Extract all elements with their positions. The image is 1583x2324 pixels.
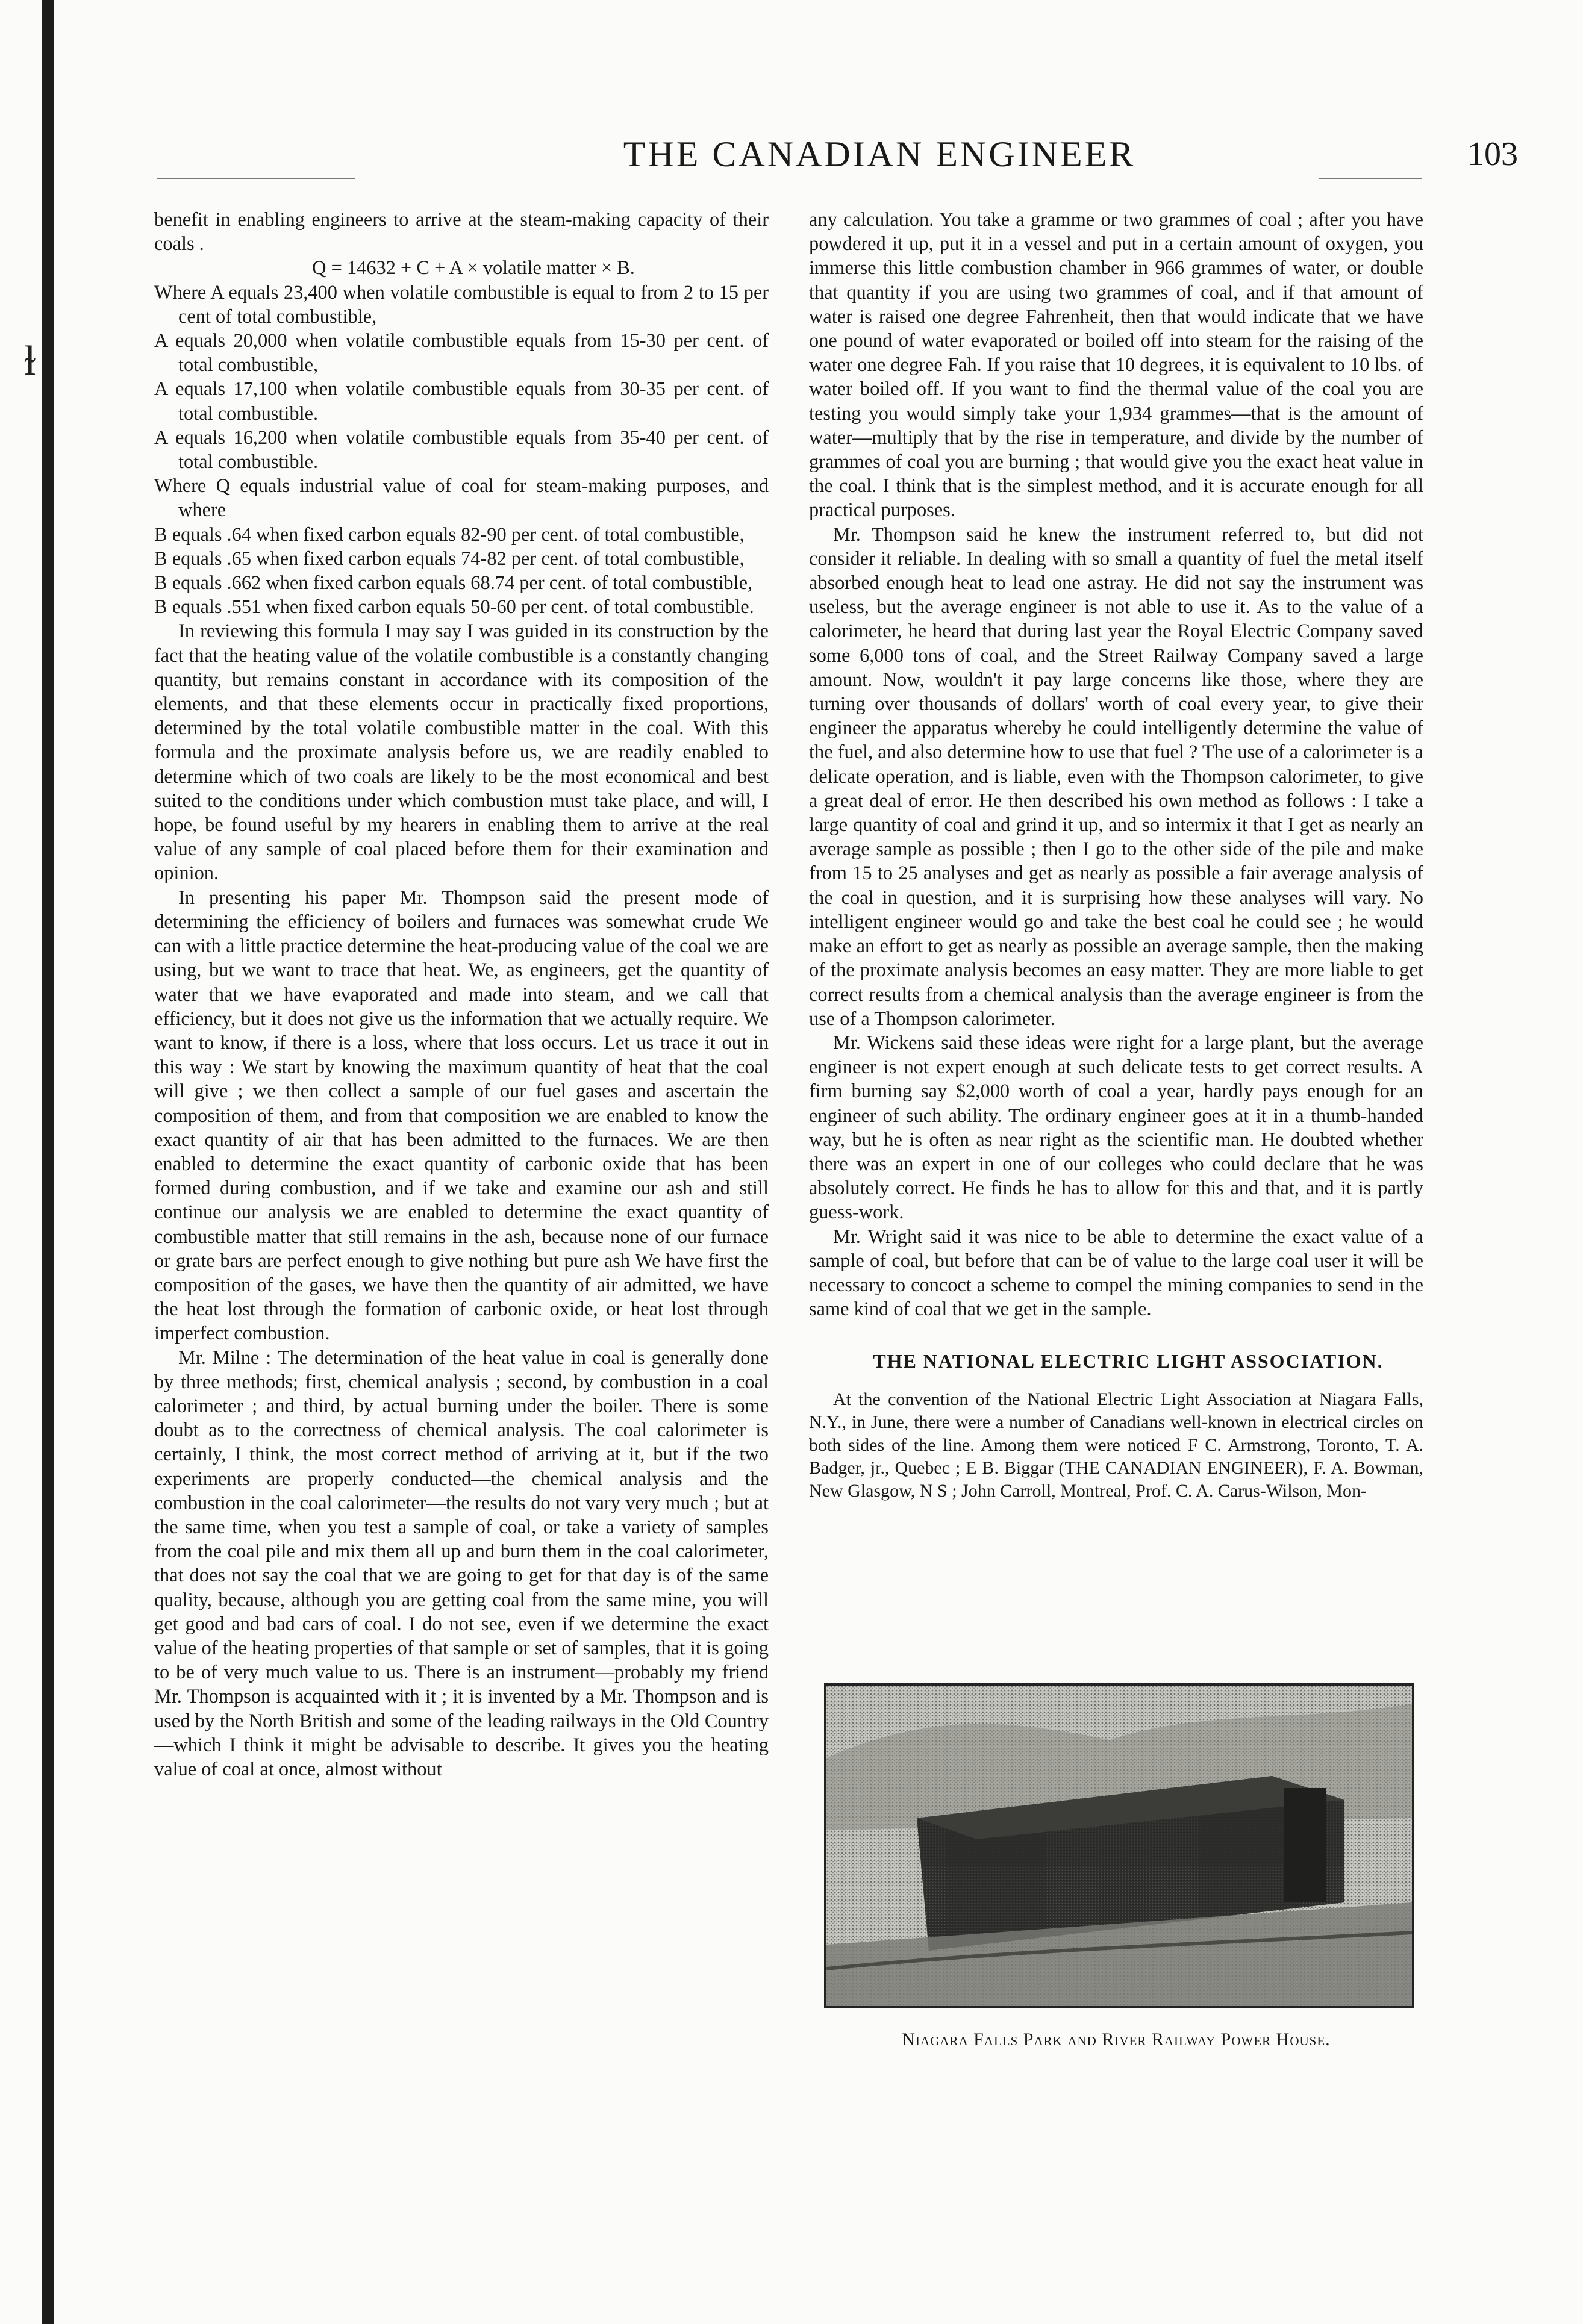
formula-definition: A equals 17,100 when volatile combustible equals from 30-35 per cent. of total combustible. — [154, 378, 769, 425]
journal-title: THE CANADIAN ENGINEER — [623, 134, 1136, 174]
left-column — [154, 208, 769, 1781]
formula-definition: Where Q equals industrial value of coal for steam-making purposes, and where — [154, 475, 769, 522]
formula-definition: B equals .64 when fixed carbon equals 82-90 per cent. of total combustible, — [154, 523, 745, 546]
paragraph: benefit in enabling engineers to arrive at the steam-making capacity of their coals . — [154, 209, 769, 255]
photo-caption: Niagara Falls Park and River Railway Power House. — [902, 2030, 1331, 2049]
power-house-photo — [824, 1683, 1414, 2008]
formula-definition: B equals .65 when fixed carbon equals 74-82 per cent. of total combustible, — [154, 547, 745, 570]
power-house-illustration — [826, 1686, 1412, 2006]
paragraph: Mr. Thompson said he knew the instrument referred to, but did not consider it reliable. In dealing with so small a quantity of fuel the metal itself absorbed enough heat to lead one astray. He did not say the instrument was useless, but the average engineer is not able to use it. As to the value of a calorimeter, he heard that during last year the Royal Electric Company saved some 6,000 tons of coal, and the Street Railway Company saved a large amount. Now, wouldn't it pay large concerns like those, where they are turning over thousands of dollars' worth of coal every year, to give their engineer the apparatus whereby he could intelligently determine the value of the fuel, and also determine how to use that fuel ? The use of a calorimeter is a delicate operation, and is liable, even with the Thompson calorimeter, to give a great deal of error. He then described his own method as follows : I take a large quantity of coal and grind it up, and so intermix it that I get as nearly an average sample as possible ; then I go to the other side of the pile and make from 15 to 25 analyses and get as nearly as possible a fair average analysis of the coal in question, and it is surprising how these analyses will vary. No intelligent engineer would go and take the best coal he could see ; he would make an effort to get as nearly as possible an average sample, then the making of the proximate analysis becomes an easy matter. They are more liable to get correct results from a chemical analysis than the average engineer is from the use of a Thompson calorimeter. — [809, 523, 1423, 1030]
formula-definition: Where A equals 23,400 when volatile combustible is equal to from 2 to 15 per cent of total combustible, — [154, 281, 769, 328]
formula: Q = 14632 + C + A × volatile matter × B. — [312, 257, 635, 279]
formula-definition: B equals .662 when fixed carbon equals 68.74 per cent. of total combustible, — [154, 572, 753, 594]
header-rule-left — [157, 178, 355, 179]
formula-definition: A equals 16,200 when volatile combustible equals from 35-40 per cent. of total combustible. — [154, 426, 769, 473]
paragraph: Mr. Milne : The determination of the heat value in coal is generally done by three methods; first, chemical analysis ; second, by combustion in a coal calorimeter ; and third, by actual burning under the boiler. There is some doubt as to the correctness of chemical analysis. The coal calorimeter is certainly, I think, the most correct method of arriving at it, but if the two experiments are properly conducted—the chemical analysis and the combustion in the coal calorimeter—the results do not vary very much ; but at the same time, when you test a sample of coal, or take a variety of samples from the coal pile and mix them all up and burn them in the coal calorimeter, that does not say the coal that we are going to get for that day is of the same quality, because, although you are getting coal from the same mine, you will get good and bad cars of coal. I do not see, even if we determine the exact value of the heating properties of that sample or set of samples, that it is going to be of very much value to us. There is an instrument—probably my friend Mr. Thompson is acquainted with it ; it is invented by a Mr. Thompson and is used by the North British and some of the leading railways in the Old Country—which I think it might be advisable to describe. It gives you the heating value of coal at once, almost without — [154, 1347, 769, 1780]
running-head — [157, 126, 1518, 181]
margin-mark: ɫ — [24, 338, 36, 384]
paragraph: In reviewing this formula I may say I was guided in its construction by the fact that the heating value of the volatile combustible is a constantly changing quantity, but remains constant in accordance with its composition of the elements, and that these elements occur in practically fixed proportions, determined by the total volatile combustible matter in the coal. With this formula and the proximate analysis before us, we are readily enabled to determine which of two coals are likely to be the most economical and best suited to the conditions under which combustion must take place, and will, I hope, be found useful by my hearers in enabling them to arrive at the real value of any sample of coal placed before them for their examination and opinion. — [154, 620, 769, 885]
formula-definition: A equals 20,000 when volatile combustible equals from 15-30 per cent. of total combustible, — [154, 330, 769, 376]
paragraph: any calculation. You take a gramme or two grammes of coal ; after you have powdered it up, put it in a vessel and put in a certain amount of oxygen, you immerse this little combustion chamber in 966 grammes of water, or double that quantity if you are using two grammes of coal, and if that amount of water is raised one degree Fahrenheit, then that would indicate that we have one pound of water evaporated or boiled off into steam for the raising of the water one degree Fah. If you raise that 10 degrees, it is equivalent to 10 lbs. of water boiled off. If you want to find the thermal value of the coal you are testing you would simply take your 1,934 grammes—that is the amount of water—multiply that by the rise in temperature, and divide by the number of grammes of coal you are burning ; that would give you the exact heat value in the coal. I think that is the simplest method, and it is accurate enough for all practical purposes. — [809, 209, 1423, 522]
article-paragraph: At the convention of the National Electric Light Association at Niagara Falls, N.Y., in June, there were a number of Canadians well-known in electrical circles on both sides of the line. Among them were noticed F C. Armstrong, Toronto, T. A. Badger, jr., Quebec ; E B. Biggar (THE CANADIAN ENGINEER), F. A. Bowman, New Glasgow, N S ; John Carroll, Montreal, Prof. C. A. Carus-Wilson, Mon- — [809, 1389, 1423, 1501]
paragraph: Mr. Wickens said these ideas were right for a large plant, but the average engineer is not expert enough at such delicate tests to get correct results. A firm burning say $2,000 worth of coal a year, hardly pays enough for an engineer of such ability. The ordinary engineer goes at it in a thumb-handed way, but he is often as near right as the scientific man. He doubted whether there was an expert in one of our colleges who could declare that he was absolutely correct. He finds he has to allow for this and that, and it is partly guess-work. — [809, 1032, 1423, 1224]
page-number: 103 — [1467, 136, 1518, 173]
formula-definition: B equals .551 when fixed carbon equals 50-60 per cent. of total combustible. — [154, 596, 754, 618]
header-rule-right — [1319, 178, 1422, 179]
paragraph: Mr. Wright said it was nice to be able to determine the exact value of a sample of coal, but before that can be of value to the large coal user it will be necessary to concoct a scheme to compel the mining companies to send in the same kind of coal that we get in the sample. — [809, 1226, 1423, 1321]
paragraph: In presenting his paper Mr. Thompson said the present mode of determining the efficiency of boilers and furnaces was somewhat crude We can with a little practice determine the heat-producing value of the coal we are using, but we want to trace that heat. We, as engineers, get the quantity of water that we have evaporated and made into steam, and we call that efficiency, but it does not give us the information that we actually require. We want to know, if there is a loss, where that loss occurs. Let us trace it out in this way : We start by knowing the maximum quantity of heat that the coal will give ; we then collect a sample of our fuel gases and ascertain the composition of them, and from that composition we are enabled to know the exact quantity of air that has been admitted to the furnaces. We are then enabled to determine the exact quantity of carbonic oxide that has been formed during combustion, and if we take and examine our ash and still continue our analysis we are enabled to determine the exact quantity of combustible matter that still remains in the ash, because none of our furnace or grate bars are perfect enough to give nothing but pure ash We have first the composition of the gases, we have then the quantity of air admitted, we have the heat lost through the formation of carbonic oxide, or heat lost through imperfect combustion. — [154, 886, 769, 1345]
section-heading: THE NATIONAL ELECTRIC LIGHT ASSOCIATION. — [873, 1350, 1384, 1372]
right-column — [809, 208, 1423, 1503]
